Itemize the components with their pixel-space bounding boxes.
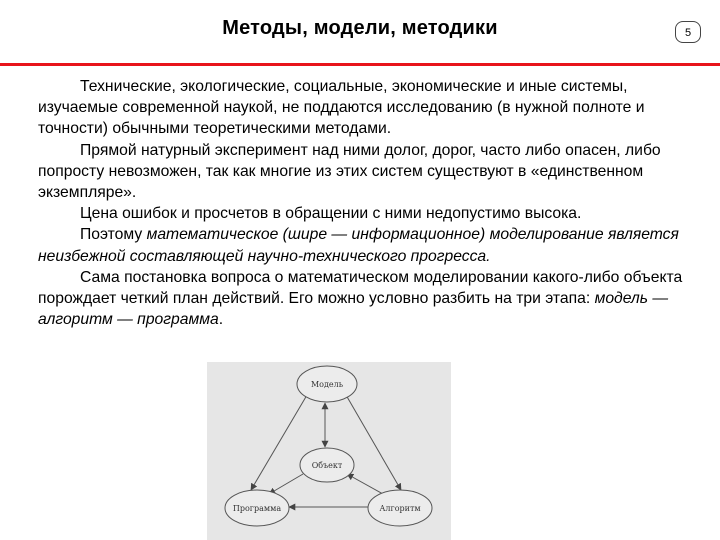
- node-algorithm-label: Алгоритм: [379, 504, 421, 513]
- model-diagram: [207, 362, 451, 540]
- node-program: [225, 490, 289, 526]
- paragraph-experiment: [38, 140, 698, 204]
- arrow-model-to-program: [251, 395, 307, 490]
- paragraph-text: Цена ошибок и просчетов в обращении с ними недопустимо высока.: [80, 205, 582, 223]
- node-object: [300, 448, 354, 482]
- paragraph-text: Технические, экологические, социальные, экономические и иные системы, изучаемые современной наукой, не поддаются исследованию (в нужной полноте и точности) обычными теоретическими методами.: [38, 78, 645, 138]
- paragraph-text: Поэтому: [80, 226, 147, 244]
- body-text: [38, 76, 698, 330]
- paragraph-text: Сама постановка вопроса о математическом моделировании какого-либо объекта порождает четкий план действий. Его можно условно разбить на три этапа:: [38, 268, 683, 308]
- arrow-algorithm-to-object: [347, 474, 383, 494]
- arrow-model-to-algorithm: [346, 395, 401, 490]
- paragraph-text: .: [218, 311, 224, 329]
- node-model-label: Модель: [310, 380, 344, 389]
- page-number-badge: 5: [675, 21, 701, 43]
- node-object-label: Объект: [311, 461, 343, 470]
- arrow-object-to-program: [269, 474, 303, 494]
- paragraph-stages: [38, 267, 698, 331]
- paragraph-emphasis: математическое (шире — информационное) моделирование является неизбежной составляющей научно-технического прогресса.: [38, 226, 679, 265]
- node-algorithm: [368, 490, 432, 526]
- title-divider: [0, 63, 720, 66]
- paragraph-systems: [38, 76, 698, 140]
- node-program-label: Программа: [232, 504, 282, 513]
- paragraph-emphasis: модель — алгоритм — программа: [38, 290, 669, 329]
- slide-title: Методы, модели, методики: [222, 17, 498, 39]
- paragraph-cost: [38, 203, 698, 224]
- paragraph-modeling: [38, 224, 698, 266]
- diagram-svg: [207, 362, 451, 540]
- paragraph-text: Прямой натурный эксперимент над ними долог, дорог, часто либо опасен, либо попросту невозможен, так как многие из этих систем существуют в «единственном экземпляре».: [38, 141, 661, 202]
- node-model: [297, 366, 357, 402]
